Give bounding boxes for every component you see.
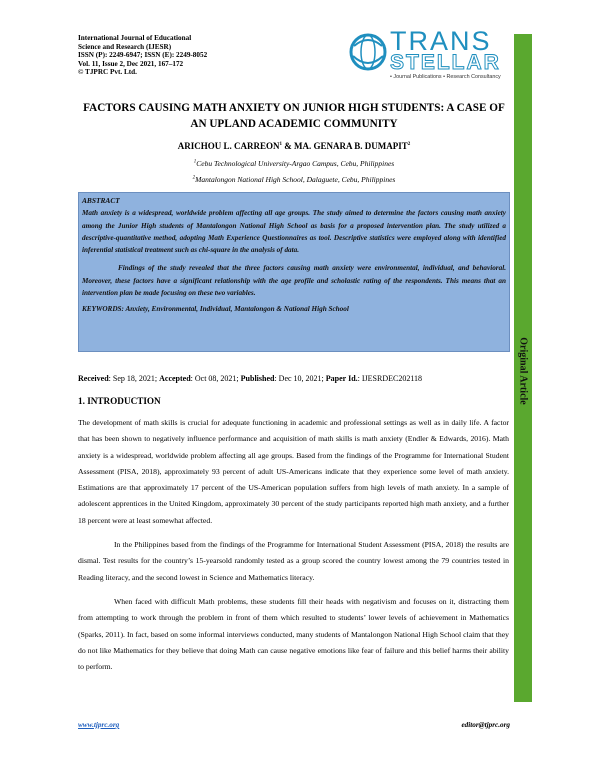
- abstract-box: [78, 192, 510, 352]
- body-paragraph-1: The development of math skills is crucial for adequate functioning in academic and professional settings as well as in daily life. A factor that has been shown to negatively influence performance and acquisition of math skills is math anxiety (Endler & Edwards, 2016). Math anxiety is a widespread, worldwide problem affecting all age groups. Based from the findings of the Programme for International Student Assessment (PISA, 2018), approximately 93 percent of adult US-Americans indicate that they experience some level of math anxiety. Estimations are that approximately 17 percent of the US-American population suffers from high levels of math anxiety. In a sample of adolescent apprentices in the United Kingdom, approximately 30 percent of the study participants reported high math anxiety, and a further 18 percent were at least somewhat affected.: [78, 418, 509, 525]
- journal-issn: ISSN (P): 2249-6947; ISSN (E): 2249-8052: [78, 51, 208, 60]
- article-type-label: [514, 326, 532, 416]
- journal-name-line-1: International Journal of Educational: [78, 34, 192, 42]
- publication-dates: [78, 374, 510, 383]
- journal-volume: Vol. 11, Issue 2, Dec 2021, 167–172: [78, 59, 184, 68]
- affiliation-2-sup: 2: [192, 175, 196, 181]
- affiliation-2: [78, 175, 510, 184]
- affiliation-2-text: Mantalongon National High School, Dalaguete, Cebu, Philippines: [195, 175, 396, 184]
- article-type-text: Original Article: [517, 337, 529, 405]
- paper-title: FACTORS CAUSING MATH ANXIETY ON JUNIOR HIGH STUDENTS: A CASE OF AN UPLAND ACADEMIC COMMUNITY: [83, 102, 505, 130]
- logo-word-stellar: STELLAR: [390, 51, 501, 74]
- body-paragraph-3: When faced with difficult Math problems, these students fill their heads with negativism and focuses on it, distracting them from attempting to work through the problem in front of them which resulted to students’ lower levels of achievement in Mathematics (Sparks, 2011). In fact, based on some informal interviews conducted, many students of Mantalongon National High School claim that they do not like Mathematics for they believe that doing Math can cause negative emotions like fear of failure and this belief harms their ability to perform.: [78, 596, 509, 672]
- affiliation-1-text: Cebu Technological University-Argao Campus, Cebu, Philippines: [196, 159, 395, 168]
- section-heading: 1. INTRODUCTION: [78, 396, 161, 406]
- affiliation-1-sup: 1: [193, 159, 197, 165]
- abstract-paragraph-2: Findings of the study revealed that the three factors causing math anxiety were environmental, individual, and behavioral. Moreover, these factors have a significant relationship with the age profile and scholastic rating of the respondents. This means that an intervention plan be made focusing on these two variables.: [82, 264, 506, 298]
- author-2: MA. GENARA B. DUMAPIT: [294, 141, 408, 151]
- author-separator: &: [282, 141, 294, 151]
- journal-copyright: © TJPRC Pvt. Ltd.: [78, 68, 137, 77]
- abstract-keywords: KEYWORDS: Anxiety, Environmental, Individual, Mantalongon & National High School: [82, 305, 349, 314]
- footer-email: editor@tjprc.org: [461, 721, 510, 729]
- paper-id: : IJESRDEC202118: [357, 374, 423, 383]
- logo-word-trans: TRANS: [390, 26, 492, 56]
- publisher-logo: [348, 26, 518, 84]
- affiliation-1: [78, 159, 510, 168]
- globe-icon: [348, 30, 388, 74]
- abstract-paragraph-1: Math anxiety is a widespread, worldwide problem affecting all age groups. The study aimed to determine the factors causing math anxiety among the Junior High students of Mantalongon National High School as basis for a proposed intervention plan. The study utilized a descriptive-quantitative method, adopting Math Experience Questionnaires as tool. Descriptive statistics were employed along with identified inferential statistical treatment such as chi-square in the analysis of data.: [82, 209, 506, 255]
- journal-info: [78, 34, 318, 77]
- author-line: [78, 141, 510, 151]
- footer-website-link[interactable]: www.tjprc.org: [78, 721, 120, 729]
- author-1-sup: 1: [279, 142, 282, 147]
- received-date: : Sep 18, 2021;: [108, 374, 160, 383]
- accepted-date: : Oct 08, 2021;: [190, 374, 241, 383]
- body-paragraph-2: In the Philippines based from the findings of the Programme for International Student Assessment (PISA, 2018) the results are dismal. Test results for the country’s 15-yearsold randomly tested as a group scored the country lowest among the 79 countries tested in Reading literacy, and the second lowest in Science and Mathematics literacy.: [78, 540, 509, 582]
- published-date: : Dec 10, 2021;: [274, 374, 326, 383]
- received-label: Received: [78, 374, 109, 383]
- abstract-heading: ABSTRACT: [82, 196, 120, 205]
- body-text: [78, 415, 509, 683]
- journal-name-line-2: Science and Research (IJESR): [78, 42, 172, 51]
- published-label: Published: [240, 374, 275, 383]
- author-2-sup: 2: [407, 142, 411, 147]
- logo-tagline: • Journal Publications • Research Consultancy: [390, 74, 501, 80]
- accepted-label: Accepted: [159, 374, 191, 383]
- author-1: ARICHOU L. CARREON: [177, 141, 280, 151]
- paper-id-label: Paper Id.: [325, 374, 358, 383]
